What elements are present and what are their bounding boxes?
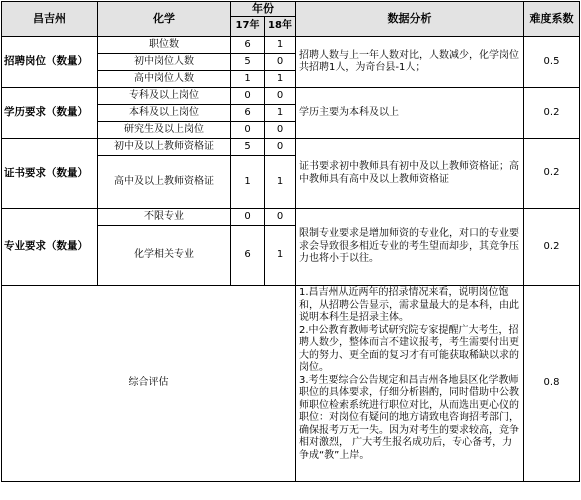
header-difficulty: 难度系数 — [524, 2, 580, 37]
header-analysis: 数据分析 — [296, 2, 524, 37]
row-value-17: 1 — [231, 156, 265, 209]
row-item: 高中岗位人数 — [98, 71, 231, 88]
row-value-17: 6 — [231, 105, 265, 122]
row-value-17: 0 — [231, 209, 265, 226]
row-item: 化学相关专业 — [98, 226, 231, 286]
row-value-18: 0 — [265, 139, 296, 156]
summary-difficulty: 0.8 — [524, 286, 580, 482]
difficulty-recruitment: 0.5 — [524, 37, 580, 88]
analysis-recruitment: 招聘人数与上一年人数对比，人数减少，化学岗位共招聘1人，为奇台县-1人； — [296, 37, 524, 88]
summary-point: 2.中公教育教师考试研究院专家提醒广大考生，招聘人数少，整体而言不建议报考，考生需要付出更大的努力、更全面的复习才有可能获取稀缺以求的岗位。 — [299, 324, 519, 373]
summary-label: 综合评估 — [2, 286, 296, 482]
analysis-education: 学历主要为本科及以上 — [296, 88, 524, 139]
row-value-18: 1 — [265, 156, 296, 209]
difficulty-education: 0.2 — [524, 88, 580, 139]
row-value-18: 0 — [265, 122, 296, 139]
row-item: 研究生及以上岗位 — [98, 122, 231, 139]
difficulty-major: 0.2 — [524, 209, 580, 286]
category-major: 专业要求（数量） — [2, 209, 98, 286]
summary-point: 1.昌吉州从近两年的招录情况来看，说明岗位饱和，从招聘公告显示，需求量最大的是本科，由此说明本科生是招录主体。 — [299, 287, 519, 323]
analysis-major: 限制专业要求是增加师资的专业化，对口的专业要求会导致很多相近专业的考生望而却步，其竞争压力也将小于以往。 — [296, 209, 524, 286]
row-value-17: 6 — [231, 226, 265, 286]
row-value-17: 5 — [231, 54, 265, 71]
row-item: 专科及以上岗位 — [98, 88, 231, 105]
row-value-18: 0 — [265, 88, 296, 105]
category-education: 学历要求（数量） — [2, 88, 98, 139]
row-value-18: 1 — [265, 105, 296, 122]
row-value-17: 0 — [231, 88, 265, 105]
category-recruitment: 招聘岗位（数量） — [2, 37, 98, 88]
header-year-18: 18年 — [265, 17, 296, 37]
summary-analysis — [296, 286, 524, 482]
row-item: 高中及以上教师资格证 — [98, 156, 231, 209]
difficulty-certificate: 0.2 — [524, 139, 580, 209]
analysis-certificate: 证书要求初中教师具有初中及以上教师资格证；高中教师具有高中及以上教师资格证 — [296, 139, 524, 209]
row-value-18: 1 — [265, 71, 296, 88]
recruitment-analysis-table — [1, 1, 580, 482]
row-item: 初中及以上教师资格证 — [98, 139, 231, 156]
row-value-17: 6 — [231, 37, 265, 54]
summary-point: 3.考生要综合公告规定和昌吉州各地县区化学教师职位的具体要求，仔细分析斟酌，同时借助中公教师职位检索系统进行职位对比，从而选出更心仪的职位：对岗位有疑问的地方请致电咨询招考部门，确保报考万无一失。因为对考生的要求较高，竞争相对激烈， 广大考生报名成功后，专心备考，力争成“教”上岸。 — [299, 374, 519, 461]
row-value-18: 0 — [265, 54, 296, 71]
row-value-17: 5 — [231, 139, 265, 156]
row-item: 初中岗位人数 — [98, 54, 231, 71]
row-item: 职位数 — [98, 37, 231, 54]
row-value-17: 1 — [231, 71, 265, 88]
header-year-group: 年份 — [231, 2, 296, 17]
category-certificate: 证书要求（数量） — [2, 139, 98, 209]
header-region: 昌吉州 — [2, 2, 98, 37]
row-value-18: 1 — [265, 37, 296, 54]
header-subject: 化学 — [98, 2, 231, 37]
row-item: 不限专业 — [98, 209, 231, 226]
row-value-17: 0 — [231, 122, 265, 139]
row-item: 本科及以上岗位 — [98, 105, 231, 122]
row-value-18: 0 — [265, 209, 296, 226]
row-value-18: 1 — [265, 226, 296, 286]
header-year-17: 17年 — [231, 17, 265, 37]
